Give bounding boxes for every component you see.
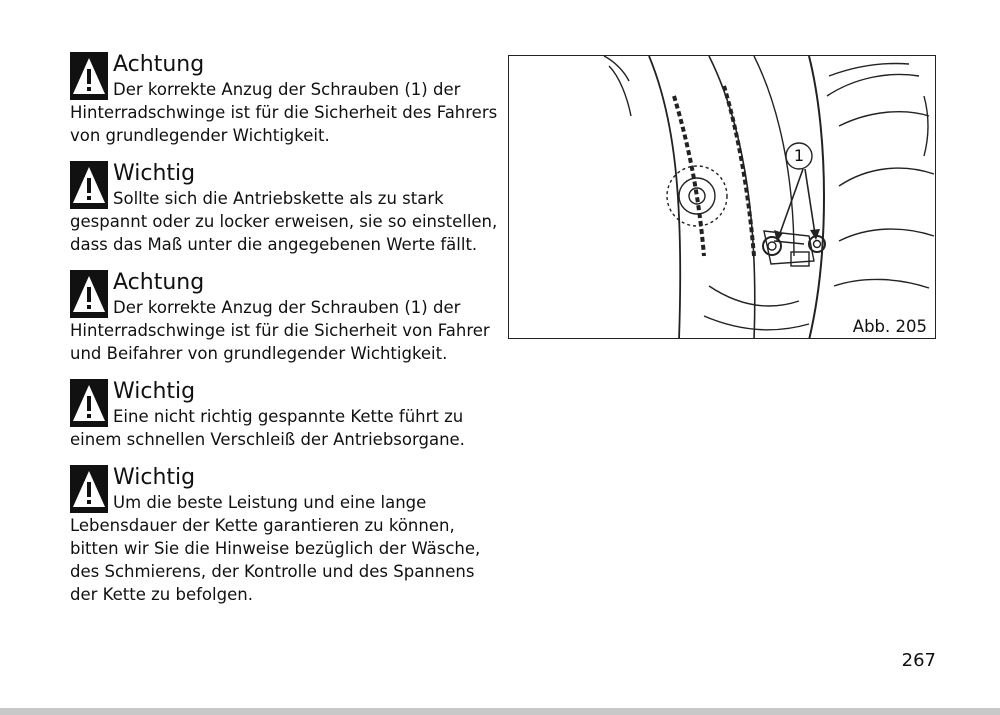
notice-text-rest: Lebensdauer der Kette garantieren zu können, bitten wir Sie die Hinweise bezüglich der Wäsche, des Schmierens, der Kontrolle und des Spannens der Kette zu befolgen. bbox=[70, 516, 481, 604]
notice-text bbox=[70, 187, 500, 256]
notice-title: Achtung bbox=[113, 52, 205, 77]
notice-block bbox=[70, 465, 500, 606]
warning-triangle-icon bbox=[70, 270, 108, 318]
notice-column bbox=[70, 52, 500, 620]
warning-triangle-icon bbox=[70, 52, 108, 100]
notice-title: Wichtig bbox=[113, 465, 196, 490]
warning-triangle-icon bbox=[70, 379, 108, 427]
notice-block bbox=[70, 52, 500, 147]
notice-text bbox=[70, 296, 500, 365]
notice-text-first-line: Eine nicht richtig gespannte Kette führt zu bbox=[113, 407, 464, 426]
bottom-divider bbox=[0, 708, 1000, 715]
notice-text-rest: gespannt oder zu locker erweisen, sie so einstellen, dass das Maß unter die angegebenen Werte fällt. bbox=[70, 212, 498, 254]
notice-text-rest: einem schnellen Verschleiß der Antriebsorgane. bbox=[70, 430, 465, 449]
page-number: 267 bbox=[901, 650, 936, 671]
notice-text-first-line: Sollte sich die Antriebskette als zu stark bbox=[113, 189, 444, 208]
figure-swingarm-illustration bbox=[508, 55, 936, 339]
notice-text-first-line: Der korrekte Anzug der Schrauben (1) der bbox=[113, 298, 461, 317]
notice-text-first-line: Um die beste Leistung und eine lange bbox=[113, 493, 427, 512]
warning-triangle-icon bbox=[70, 465, 108, 513]
figure-caption: Abb. 205 bbox=[852, 317, 927, 336]
notice-text bbox=[70, 405, 500, 451]
notice-block bbox=[70, 161, 500, 256]
notice-title: Wichtig bbox=[113, 379, 196, 404]
notice-text-first-line: Der korrekte Anzug der Schrauben (1) der bbox=[113, 80, 461, 99]
notice-title: Achtung bbox=[113, 270, 205, 295]
notice-text bbox=[70, 78, 500, 147]
warning-triangle-icon bbox=[70, 161, 108, 209]
notice-block bbox=[70, 379, 500, 451]
callout-number: 1 bbox=[793, 146, 805, 165]
notice-text bbox=[70, 491, 500, 606]
notice-title: Wichtig bbox=[113, 161, 196, 186]
notice-text-rest: Hinterradschwinge ist für die Sicherheit von Fahrer und Beifahrer von grundlegender Wichtigkeit. bbox=[70, 321, 490, 363]
swingarm-drawing bbox=[509, 56, 936, 339]
notice-text-rest: Hinterradschwinge ist für die Sicherheit des Fahrers von grundlegender Wichtigkeit. bbox=[70, 103, 498, 145]
notice-block bbox=[70, 270, 500, 365]
